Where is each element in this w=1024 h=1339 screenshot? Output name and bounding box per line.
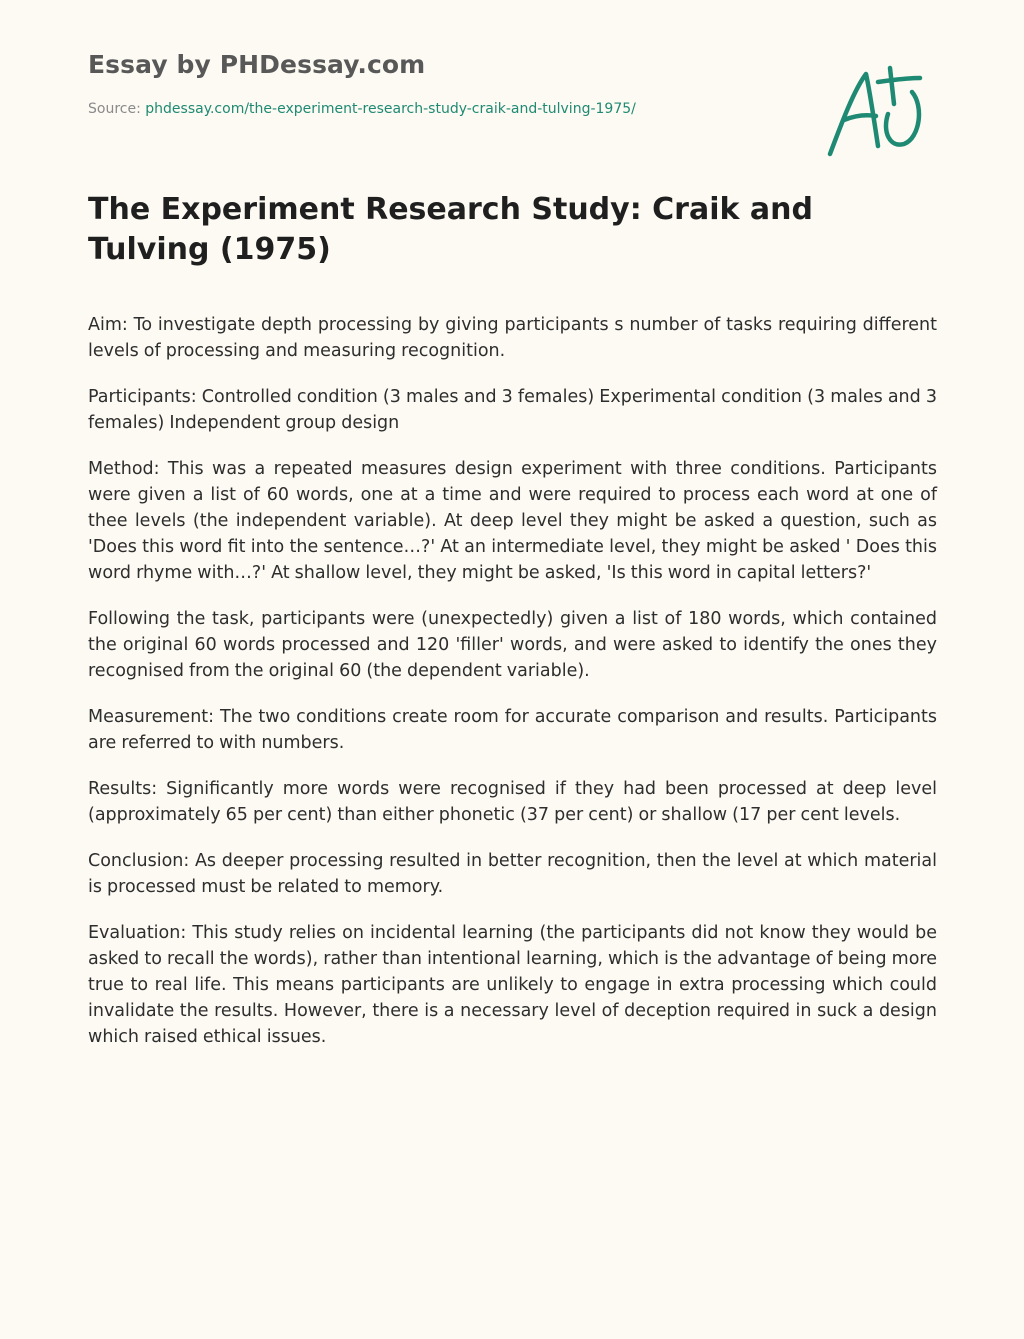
paragraph-conclusion: Conclusion: As deeper processing resulted in better recognition, then the level at which material is processed must be related to memory. [88, 851, 937, 897]
paragraph-participants: Participants: Controlled condition (3 males and 3 females) Experimental condition (3 males and 3 females) Independent group design [88, 387, 937, 433]
a-plus-logo-icon [820, 62, 930, 162]
paragraph-evaluation: Evaluation: This study relies on incidental learning (the participants did not know they would be asked to recall the words), rather than intentional learning, which is the advantage of being more true to real life. This means participants are unlikely to engage in extra processing which could invalidate the results. However, there is a necessary level of deception required in suck a design which raised ethical issues. [88, 923, 937, 1047]
paragraph-method: Method: This was a repeated measures design experiment with three conditions. Participants were given a list of 60 words, one at a time and were required to process each word at one of thee levels (the independent variable). At deep level they might be asked a question, such as 'Does this word fit into the sentence…?' At an intermediate level, they might be asked ' Does this word rhyme with…?' At shallow level, they might be asked, 'Is this word in capital letters?' [88, 459, 937, 583]
paragraph-procedure: Following the task, participants were (unexpectedly) given a list of 180 words, which contained the original 60 words processed and 120 'filler' words, and were asked to identify the ones they recognised from the original 60 (the dependent variable). [88, 609, 937, 681]
brand-title: Essay by PHDessay.com [88, 50, 426, 79]
source-link[interactable]: phdessay.com/the-experiment-research-study-craik-and-tulving-1975/ [145, 101, 636, 117]
source-label: Source: [88, 101, 146, 117]
essay-body [88, 312, 937, 1070]
paragraph-aim: Aim: To investigate depth processing by giving participants s number of tasks requiring different levels of processing and measuring recognition. [88, 315, 937, 361]
paragraph-results: Results: Significantly more words were recognised if they had been processed at deep level (approximately 65 per cent) than either phonetic (37 per cent) or shallow (17 per cent levels. [88, 779, 937, 825]
source-line [88, 101, 636, 117]
a-plus-logo [820, 62, 930, 162]
paragraph-measurement: Measurement: The two conditions create room for accurate comparison and results. Participants are referred to with numbers. [88, 707, 937, 753]
page-title: The Experiment Research Study: Craik and Tulving (1975) [88, 192, 813, 267]
